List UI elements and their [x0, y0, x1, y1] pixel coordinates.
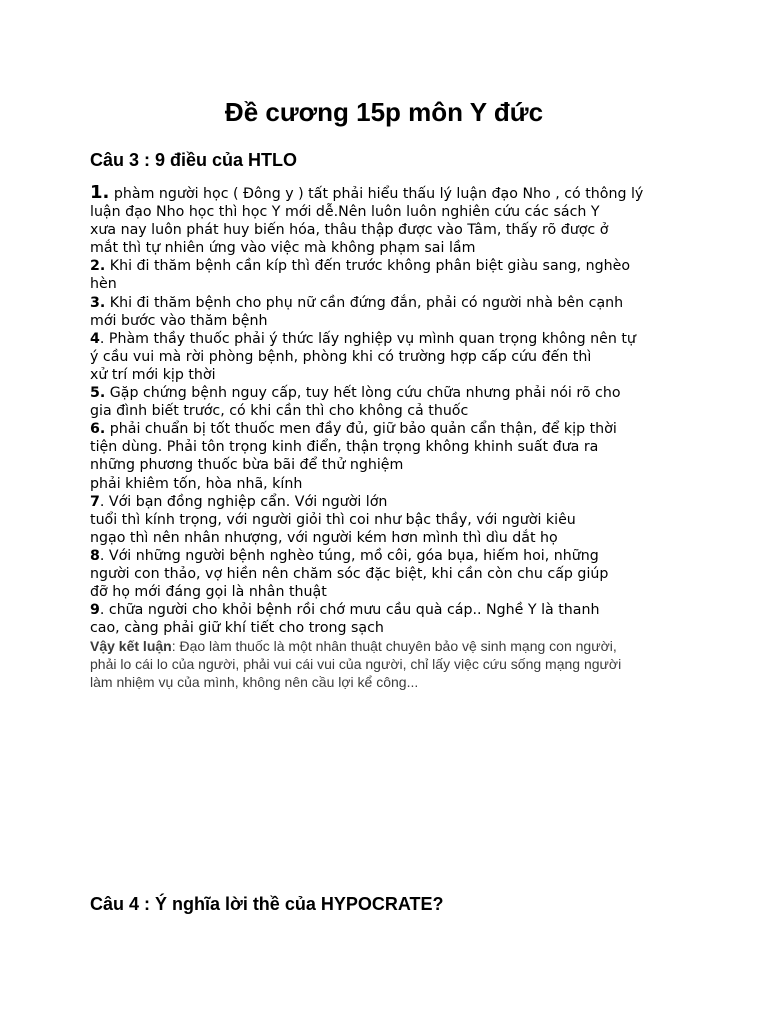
conclusion-text-line: phải lo cái lo của người, phải vui cái vui của người, chỉ lấy việc cứu sống mạng người [90, 656, 622, 673]
item-text-line: ý cầu vui mà rời phòng bệnh, phòng khi có trường hợp cấp cứu đến thì [90, 348, 592, 365]
item-number: 6. [90, 421, 106, 438]
question-3-body [90, 184, 690, 691]
conclusion-lead: Vậy kết luận [90, 638, 172, 655]
item-text-line: người con thảo, vợ hiền nên chăm sóc đặc biệt, khi cần còn chu cấp giúp [90, 565, 609, 582]
item-text-line: luận đạo Nho học thì học Y mới dễ.Nên luôn luôn nghiên cứu các sách Y [90, 204, 600, 221]
item-text-line: mới bước vào thăm bệnh [90, 312, 268, 329]
list-item [90, 184, 690, 257]
item-number: 1. [90, 182, 110, 203]
item-number: 5. [90, 385, 106, 402]
item-text-line: phàm người học ( Đông y ) tất phải hiểu thấu lý luận đạo Nho , có thông lý [109, 186, 644, 202]
item-number: 7 [90, 493, 100, 510]
item-text-line: . Với bạn đồng nghiệp cẩn. Với người lớn [99, 493, 388, 510]
item-text-line: những phương thuốc bừa bãi để thử nghiệm [90, 457, 404, 474]
list-item [90, 420, 690, 492]
item-text-line: Khi đi thăm bệnh cho phụ nữ cần đứng đắn, phải có người nhà bên cạnh [105, 294, 624, 311]
document-title: Đề cương 15p môn Y đức [224, 97, 544, 127]
item-number: 2. [90, 258, 106, 275]
item-text-line: . Phàm thầy thuốc phải ý thức lấy nghiệp vụ mình quan trọng không nên tự [99, 330, 636, 347]
list-item [90, 493, 690, 547]
question-3-heading: Câu 3 : 9 điều của HTLO [90, 150, 298, 170]
item-text-line: xử trí mới kịp thời [90, 366, 216, 383]
conclusion-text-line: : Đạo làm thuốc là một nhân thuật chuyên bảo vệ sinh mạng con người, [171, 638, 617, 655]
list-item [90, 294, 690, 330]
item-text-line: Khi đi thăm bệnh cần kíp thì đến trước không phân biệt giàu sang, nghèo [105, 258, 631, 275]
item-text-line: hèn [90, 276, 117, 293]
list-item [90, 384, 690, 420]
item-text-line: . Với những người bệnh nghèo túng, mồ côi, góa bụa, hiếm hoi, những [99, 547, 599, 564]
list-item [90, 257, 690, 293]
item-text-line: cao, càng phải giữ khí tiết cho trong sạch [90, 620, 384, 637]
item-text-line: ngạo thì nên nhân nhượng, với người kém hơn mình thì dìu dắt họ [90, 529, 558, 546]
item-number: 4 [90, 330, 100, 347]
list-item [90, 547, 690, 601]
item-text-line: tiện dùng. Phải tôn trọng kinh điển, thận trọng không khinh suất đưa ra [90, 439, 599, 456]
item-number: 9 [90, 602, 100, 619]
item-text-line: mắt thì tự nhiên ứng vào việc mà không phạm sai lầm [90, 240, 476, 257]
conclusion-paragraph [90, 637, 690, 691]
item-text-line: . chữa người cho khỏi bệnh rồi chớ mưu cầu quà cáp.. Nghề Y là thanh [99, 602, 600, 619]
item-text-line: tuổi thì kính trọng, với người giỏi thì coi như bậc thầy, với người kiêu [90, 511, 576, 528]
item-text-line: xưa nay luôn phát huy biến hóa, thâu thập được vào Tâm, thấy rõ được ở [90, 222, 609, 239]
item-text-line: phải khiêm tốn, hòa nhã, kính [90, 475, 303, 492]
item-text-line: Gặp chứng bệnh nguy cấp, tuy hết lòng cứu chữa nhưng phải nói rõ cho [105, 385, 621, 402]
item-number: 3. [90, 294, 106, 311]
item-text-line: đỡ họ mới đáng gọi là nhân thuật [90, 584, 327, 601]
question-4-heading: Câu 4 : Ý nghĩa lời thề của HYPOCRATE? [90, 894, 444, 914]
item-number: 8 [90, 547, 100, 564]
list-item [90, 601, 690, 637]
list-item [90, 330, 690, 384]
conclusion-text-line: làm nhiệm vụ của mình, không nên cầu lợi kể công... [90, 674, 419, 691]
item-text-line: phải chuẩn bị tốt thuốc men đầy đủ, giữ bảo quản cẩn thận, để kịp thời [105, 421, 617, 438]
item-text-line: gia đình biết trước, có khi cần thì cho không cả thuốc [90, 403, 469, 420]
